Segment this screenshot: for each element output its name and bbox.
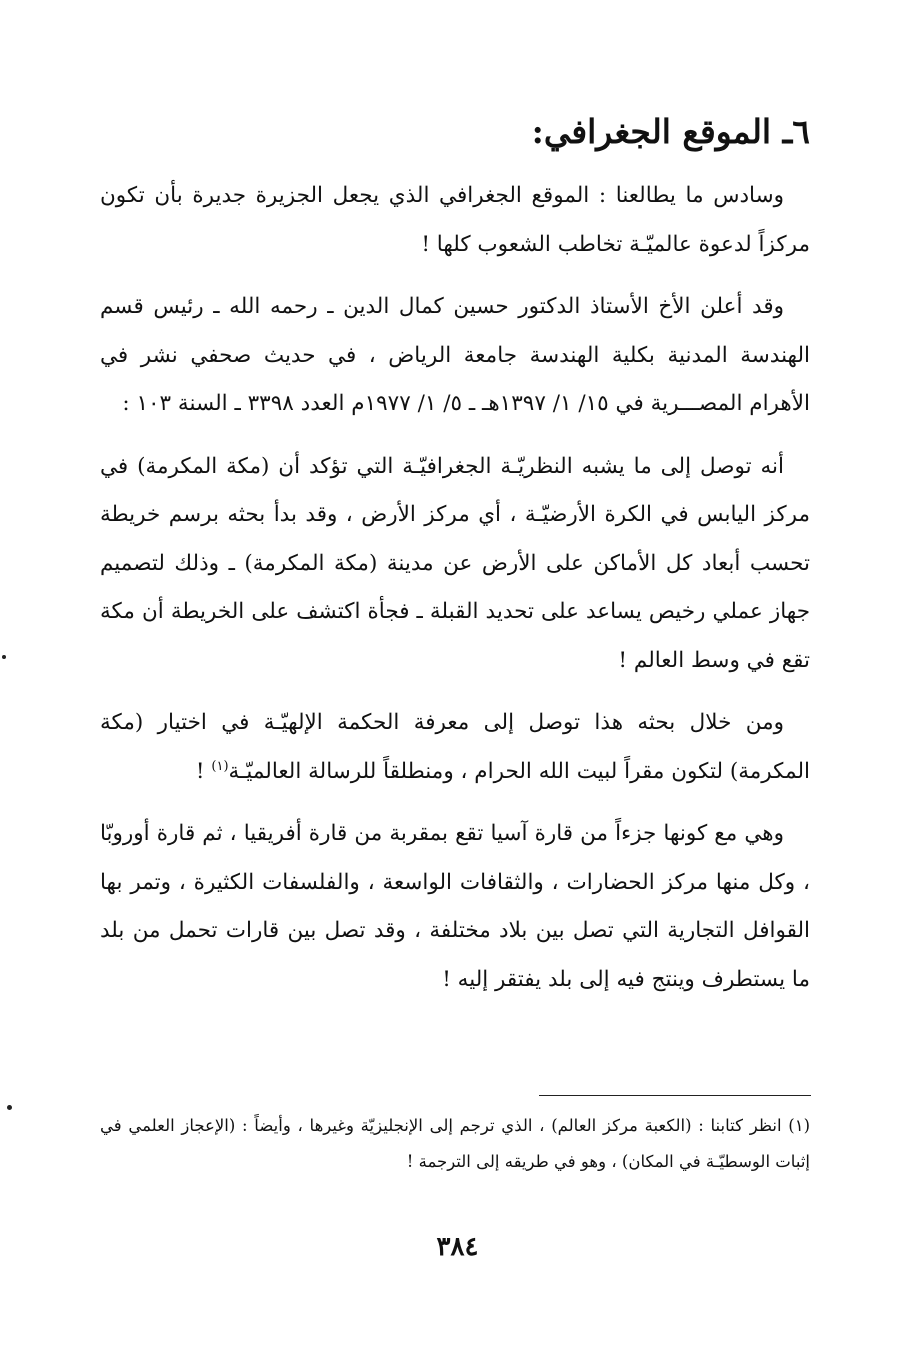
footnote-reference: (١) xyxy=(211,758,229,774)
paragraph-4 xyxy=(100,699,810,796)
paragraph-3: أنه توصل إلى ما يشبه النظريّـة الجغرافيّـة التي تؤكد أن (مكة المكرمة) في مركز اليابس في الكرة الأرضيّـة ، أي مركز الأرض ، وقد بدأ بحثه برسم خريطة تحسب أبعاد كل الأماكن على الأرض عن مدينة (مكة المكرمة) ـ وذلك لتصميم جهاز عملي رخيص يساعد على تحديد القبلة ـ فجأة اكتشف على الخريطة أن مكة تقع في وسط العالم ! xyxy=(100,453,810,673)
page-number: ٣٨٤ xyxy=(436,1232,479,1262)
paragraph-1: وسادس ما يطالعنا : الموقع الجغرافي الذي يجعل الجزيرة جديرة بأن تكون مركزاً لدعوة عالميّـة تخاطب الشعوب كلها ! xyxy=(100,183,810,257)
section-heading: ٦ـ الموقع الجغرافي: xyxy=(531,112,810,151)
paragraph-4-text: ومن خلال بحثه هذا توصل إلى معرفة الحكمة الإلهيّـة في اختيار (مكة المكرمة) لتكون مقراً لبيت الله الحرام ، ومنطلقاً للرسالة العالميّـة xyxy=(100,710,810,784)
scan-speck-bottom xyxy=(7,1105,12,1110)
body-text xyxy=(100,172,810,1018)
paragraph-5: وهي مع كونها جزءاً من قارة آسيا تقع بمقربة من قارة أفريقيا ، ثم قارة أوروبّا ، وكل منها مركز الحضارات ، والثقافات الواسعة ، والفلسفات الكثيرة ، وتمر بها القوافل التجارية التي تصل بين بلاد مختلفة ، وقد تصل بين قارات تحمل من بلد ما يستطرف وينتج فيه إلى بلد يفتقر إليه ! xyxy=(100,821,810,992)
paragraph-2: وقد أعلن الأخ الأستاذ الدكتور حسين كمال الدين ـ رحمه الله ـ رئيس قسم الهندسة المدنية بكلية الهندسة جامعة الرياض ، في حديث صحفي نشر في الأهرام المصـــرية في ١٥/ ١/ ١٣٩٧هـ ـ ٥/ ١/ ١٩٧٧م العدد ٣٣٩٨ ـ السنة ١٠٣ : xyxy=(100,294,810,416)
paragraph-4-end: ! xyxy=(195,758,212,784)
footnote: (١) انظر كتابنا : (الكعبة مركز العالم) ، الذي ترجم إلى الإنجليزيّة وغيرها ، وأيضاً : (الإعجاز العلمي في إثبات الوسطيّـة في المكان) ، وهو في طريقه إلى الترجمة ! xyxy=(100,1116,810,1171)
scan-speck-top xyxy=(2,655,6,659)
footnote-divider xyxy=(539,1095,811,1096)
